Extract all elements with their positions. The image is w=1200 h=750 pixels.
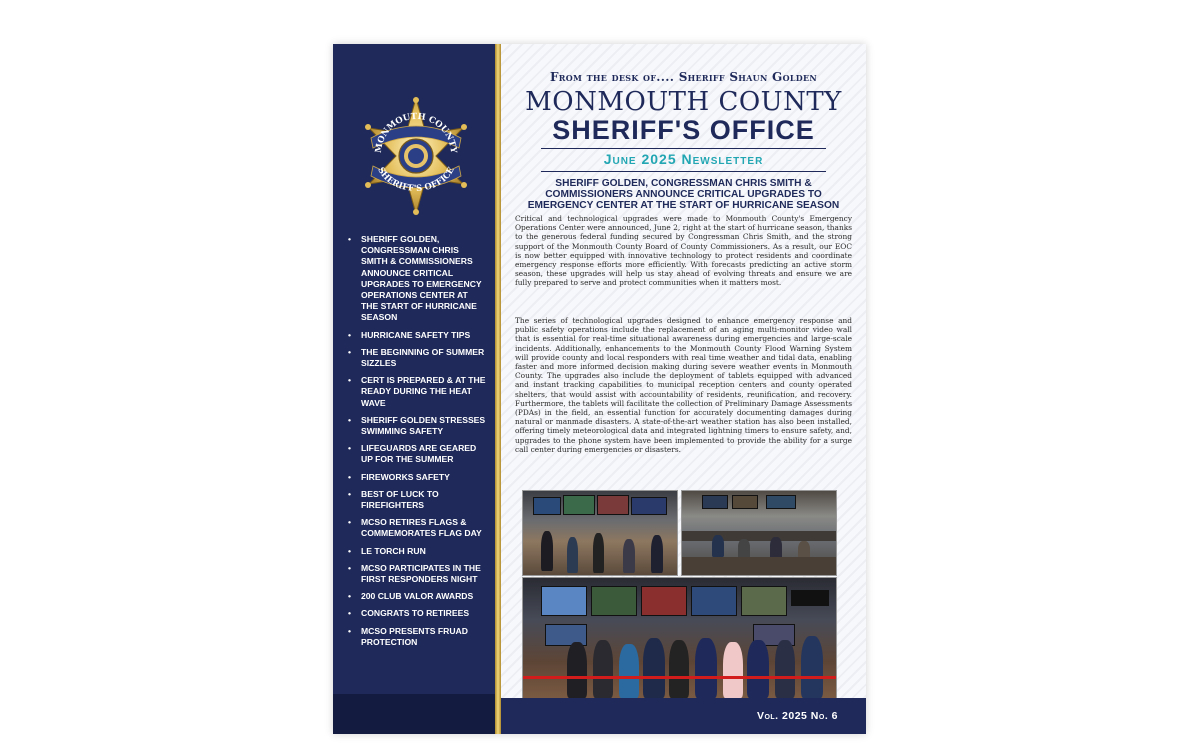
main-content — [501, 44, 866, 734]
table-of-contents — [347, 234, 487, 654]
article-paragraph-2: The series of technological upgrades designed to enhance emergency response and public safety operations include the replacement of an aging multi-monitor video wall that is essential for real-time situational awareness during emergencies and large-scale incidents. Additionally, enhancements to the Monmouth County Flood Warning System will provide county and local responders with real time weather and tidal data, enabling faster and more informed decision making during severe weather events in Monmouth County. The upgrades also include the deployment of tablets equipped with advanced and instant tracking capabilities to municipal reception centers and county operated shelters, that would assist with accountability of residents, reunification, and recovery. Furthermore, the tablets will facilitate the collection of Preliminary Damage Assessments (PDAs) in the field, an essential function for accurately documenting damages during natural or manmade disasters. A state-of-the-art weather station has also been installed, offering timely meteorological data and integrated lightning timers to ensure safety, and, upgrades to the phone system have been implemented to provide the ability for a surge call center during emergencies or disasters. — [515, 316, 852, 454]
newsletter-page — [333, 44, 866, 734]
toc-item[interactable]: • MCSO RETIRES FLAGS & COMMEMORATES FLAG DAY — [347, 517, 487, 539]
county-title: MONMOUTH COUNTY — [525, 87, 842, 117]
toc-item[interactable]: • 200 CLUB VALOR AWARDS — [347, 591, 487, 602]
title-rule-bottom — [541, 171, 826, 172]
toc-item[interactable]: • THE BEGINNING OF SUMMER SIZZLES — [347, 347, 487, 369]
sidebar — [333, 44, 495, 734]
issue-title: June 2025 Newsletter — [603, 151, 764, 167]
toc-item[interactable]: • HURRICANE SAFETY TIPS — [347, 330, 487, 341]
toc-item[interactable]: • SHERIFF GOLDEN STRESSES SWIMMING SAFETY — [347, 415, 487, 437]
sheriff-star-badge-logo — [359, 96, 473, 216]
toc-item[interactable]: • CERT IS PREPARED & AT THE READY DURING THE HEAT WAVE — [347, 375, 487, 409]
article-headline: SHERIFF GOLDEN, CONGRESSMAN CHRIS SMITH & COMMISSIONERS ANNOUNCE CRITICAL UPGRADES TO EMERGENCY CENTER AT THE START OF HURRICANE SEASON — [527, 178, 840, 211]
title-rule-top — [541, 148, 826, 149]
eoc-photo-operations-room — [522, 490, 678, 576]
from-desk-kicker: From the desk of.... Sheriff Shaun Golden — [549, 70, 818, 84]
toc-item[interactable]: • SHERIFF GOLDEN, CONGRESSMAN CHRIS SMITH & COMMISSIONERS ANNOUNCE CRITICAL UPGRADES TO EMERGENCY OPERATIONS CENTER AT THE START OF HURRICANE SEASON — [347, 234, 487, 324]
toc-item[interactable]: • FIREWORKS SAFETY — [347, 472, 487, 483]
volume-number: Vol. 2025 No. 6 — [756, 710, 838, 722]
office-title: SHERIFF'S OFFICE — [552, 115, 815, 145]
eoc-photo-meeting — [681, 490, 837, 576]
volume-footer-band — [501, 698, 866, 734]
toc-item[interactable]: • MCSO PRESENTS FRUAD PROTECTION — [347, 626, 487, 648]
toc-item[interactable]: • CONGRATS TO RETIREES — [347, 608, 487, 619]
toc-item[interactable]: • MCSO PARTICIPATES IN THE FIRST RESPONDERS NIGHT — [347, 563, 487, 585]
badge-bottom-text: SHERIFF'S OFFICE — [375, 165, 457, 194]
badge-top-text: MONMOUTH COUNTY — [373, 111, 459, 154]
toc-item[interactable]: • BEST OF LUCK TO FIREFIGHTERS — [347, 489, 487, 511]
eoc-photo-ribbon-cutting — [522, 577, 837, 699]
toc-item[interactable]: • LE TORCH RUN — [347, 546, 487, 557]
toc-item[interactable]: • LIFEGUARDS ARE GEARED UP FOR THE SUMMER — [347, 443, 487, 465]
sidebar-footer-band — [333, 694, 495, 734]
article-paragraph-1: Critical and technological upgrades were made to Monmouth County's Emergency Operations Center were announced, June 2, right at the start of hurricane season, thanks to the generous federal funding secured by Congressman Chris Smith, and the strong support of the Monmouth County Board of County Commissioners. As a result, our EOC is now better equipped with innovative technology to protect residents and coordinate emergency response efforts more efficiently. With forecasts predicting an active storm season, these upgrades will help us stay ahead of evolving threats and ensure we are fully prepared to serve and protect communities when it matters most. — [515, 214, 852, 288]
